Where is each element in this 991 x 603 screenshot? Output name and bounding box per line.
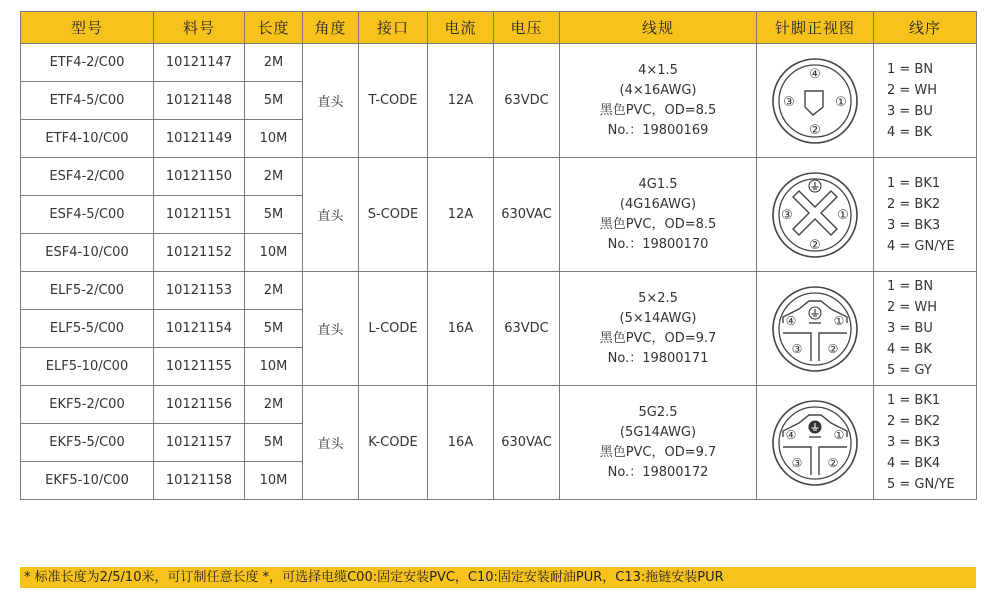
sequence-item: 2 = BK2 [887, 414, 941, 429]
voltage-cell: 630VAC [494, 386, 560, 500]
pin-label: ③ [781, 207, 793, 223]
model-cell: ESF4-10/C00 [21, 234, 154, 272]
pin-label: ③ [791, 455, 803, 470]
length-cell: 5M [245, 82, 303, 120]
table-row [21, 158, 977, 196]
sequence-item: 1 = BK1 [887, 393, 941, 408]
part-cell: 10121147 [154, 44, 245, 82]
angle-cell: 直头 [303, 158, 359, 272]
sequence-cell [874, 158, 977, 272]
interface-cell: L-CODE [359, 272, 428, 386]
part-cell: 10121154 [154, 310, 245, 348]
wire-size: 5G2.5 [638, 404, 678, 420]
sequence-item: 3 = BU [887, 103, 933, 119]
t-code-4pin-icon [769, 55, 861, 147]
sequence-item: 2 = WH [887, 82, 938, 98]
sequence-cell [874, 386, 977, 500]
model-cell: ETF4-5/C00 [21, 82, 154, 120]
header-sequence: 线序 [874, 12, 977, 44]
pin-view-cell [757, 158, 874, 272]
length-cell: 10M [245, 348, 303, 386]
part-cell: 10121157 [154, 424, 245, 462]
wire-jacket: 黑色PVC，OD=8.5 [599, 216, 717, 232]
pin-view-cell [757, 44, 874, 158]
sequence-item: 2 = WH [887, 300, 938, 315]
voltage-cell: 63VDC [494, 44, 560, 158]
wire-number: No.：19800172 [607, 464, 709, 480]
length-cell: 5M [245, 196, 303, 234]
table-row [21, 272, 977, 310]
voltage-cell: 630VAC [494, 158, 560, 272]
wire-number: No.：19800170 [607, 236, 709, 252]
angle-cell: 直头 [303, 386, 359, 500]
model-cell: EKF5-5/C00 [21, 424, 154, 462]
header-pin-view: 针脚正视图 [757, 12, 874, 44]
sequence-item: 5 = GY [887, 363, 932, 378]
header-row [21, 12, 977, 44]
model-cell: ETF4-10/C00 [21, 120, 154, 158]
wire-awg: (4×16AWG) [619, 82, 697, 98]
part-cell: 10121148 [154, 82, 245, 120]
sequence-item: 4 = BK4 [887, 456, 941, 471]
length-cell: 5M [245, 310, 303, 348]
s-code-4pin-icon [769, 169, 861, 261]
pin-label: ④ [785, 313, 797, 328]
sequence-item: 3 = BK3 [887, 435, 941, 450]
interface-cell: K-CODE [359, 386, 428, 500]
pin-label: ④ [785, 427, 797, 442]
pin-view-cell [757, 272, 874, 386]
pin-label: ② [809, 237, 821, 253]
pin-label: ② [827, 455, 839, 470]
wire-jacket: 黑色PVC，OD=8.5 [599, 102, 717, 118]
pin-label: ① [833, 313, 845, 328]
part-cell: 10121155 [154, 348, 245, 386]
length-cell: 2M [245, 272, 303, 310]
wire-number: No.：19800169 [607, 122, 709, 138]
angle-cell: 直头 [303, 272, 359, 386]
header-interface: 接口 [359, 12, 428, 44]
sequence-item: 1 = BN [887, 61, 934, 77]
wire-jacket: 黑色PVC，OD=9.7 [599, 330, 717, 346]
wire-number: No.：19800171 [607, 350, 709, 366]
wire-awg: (4G16AWG) [619, 196, 697, 212]
part-cell: 10121158 [154, 462, 245, 500]
wire-awg: (5×14AWG) [619, 310, 697, 326]
ground-icon [809, 421, 821, 433]
wire-size: 4G1.5 [638, 176, 678, 192]
length-cell: 10M [245, 462, 303, 500]
sequence-item: 4 = BK [887, 124, 932, 140]
sequence-cell [874, 272, 977, 386]
table-row [21, 386, 977, 424]
part-cell: 10121149 [154, 120, 245, 158]
sequence-item: 1 = BN [887, 279, 934, 294]
part-cell: 10121152 [154, 234, 245, 272]
sequence-item: 4 = GN/YE [887, 238, 955, 254]
length-cell: 5M [245, 424, 303, 462]
pin-label: ④ [809, 66, 821, 82]
current-cell: 12A [428, 158, 494, 272]
wire-size: 5×2.5 [638, 290, 678, 306]
sequence-item: 3 = BK3 [887, 217, 941, 233]
current-cell: 16A [428, 386, 494, 500]
interface-cell: T-CODE [359, 44, 428, 158]
model-cell: ESF4-2/C00 [21, 158, 154, 196]
pin-label: ① [837, 207, 849, 223]
header-part: 料号 [154, 12, 245, 44]
wire-size: 4×1.5 [638, 62, 678, 78]
header-angle: 角度 [303, 12, 359, 44]
sequence-item: 1 = BK1 [887, 175, 941, 191]
pin-label: ③ [783, 94, 795, 110]
wire-jacket: 黑色PVC，OD=9.7 [599, 444, 717, 460]
wire-cell [560, 386, 757, 500]
model-cell: ELF5-2/C00 [21, 272, 154, 310]
length-cell: 10M [245, 234, 303, 272]
model-cell: EKF5-10/C00 [21, 462, 154, 500]
length-cell: 2M [245, 386, 303, 424]
part-cell: 10121156 [154, 386, 245, 424]
model-cell: ESF4-5/C00 [21, 196, 154, 234]
sequence-cell [874, 44, 977, 158]
model-cell: ELF5-10/C00 [21, 348, 154, 386]
pin-label: ③ [791, 341, 803, 356]
header-current: 电流 [428, 12, 494, 44]
pin-view-cell [757, 386, 874, 500]
length-cell: 2M [245, 158, 303, 196]
wire-awg: (5G14AWG) [619, 424, 697, 440]
sequence-item: 5 = GN/YE [887, 477, 955, 492]
header-wire: 线规 [560, 12, 757, 44]
sequence-item: 4 = BK [887, 342, 932, 357]
length-cell: 2M [245, 44, 303, 82]
part-cell: 10121151 [154, 196, 245, 234]
voltage-cell: 63VDC [494, 272, 560, 386]
model-cell: ETF4-2/C00 [21, 44, 154, 82]
current-cell: 16A [428, 272, 494, 386]
interface-cell: S-CODE [359, 158, 428, 272]
model-cell: ELF5-5/C00 [21, 310, 154, 348]
length-cell: 10M [245, 120, 303, 158]
wire-cell [560, 44, 757, 158]
table-row [21, 44, 977, 82]
header-voltage: 电压 [494, 12, 560, 44]
header-length: 长度 [245, 12, 303, 44]
model-cell: EKF5-2/C00 [21, 386, 154, 424]
footnote: * 标准长度为2/5/10米，可订制任意长度 *，可选择电缆C00:固定安装PVC，C10:固定安装耐油PUR，C13:拖链安装PUR [20, 567, 976, 588]
spec-table [20, 11, 977, 500]
wire-cell [560, 272, 757, 386]
pin-label: ② [827, 341, 839, 356]
current-cell: 12A [428, 44, 494, 158]
part-cell: 10121150 [154, 158, 245, 196]
sequence-item: 3 = BU [887, 321, 933, 336]
part-cell: 10121153 [154, 272, 245, 310]
pin-label: ② [809, 122, 821, 138]
k-code-5pin-icon [769, 397, 861, 489]
wire-cell [560, 158, 757, 272]
angle-cell: 直头 [303, 44, 359, 158]
sequence-item: 2 = BK2 [887, 196, 941, 212]
pin-label: ① [835, 94, 847, 110]
pin-label: ① [833, 427, 845, 442]
header-model: 型号 [21, 12, 154, 44]
l-code-5pin-icon [769, 283, 861, 375]
